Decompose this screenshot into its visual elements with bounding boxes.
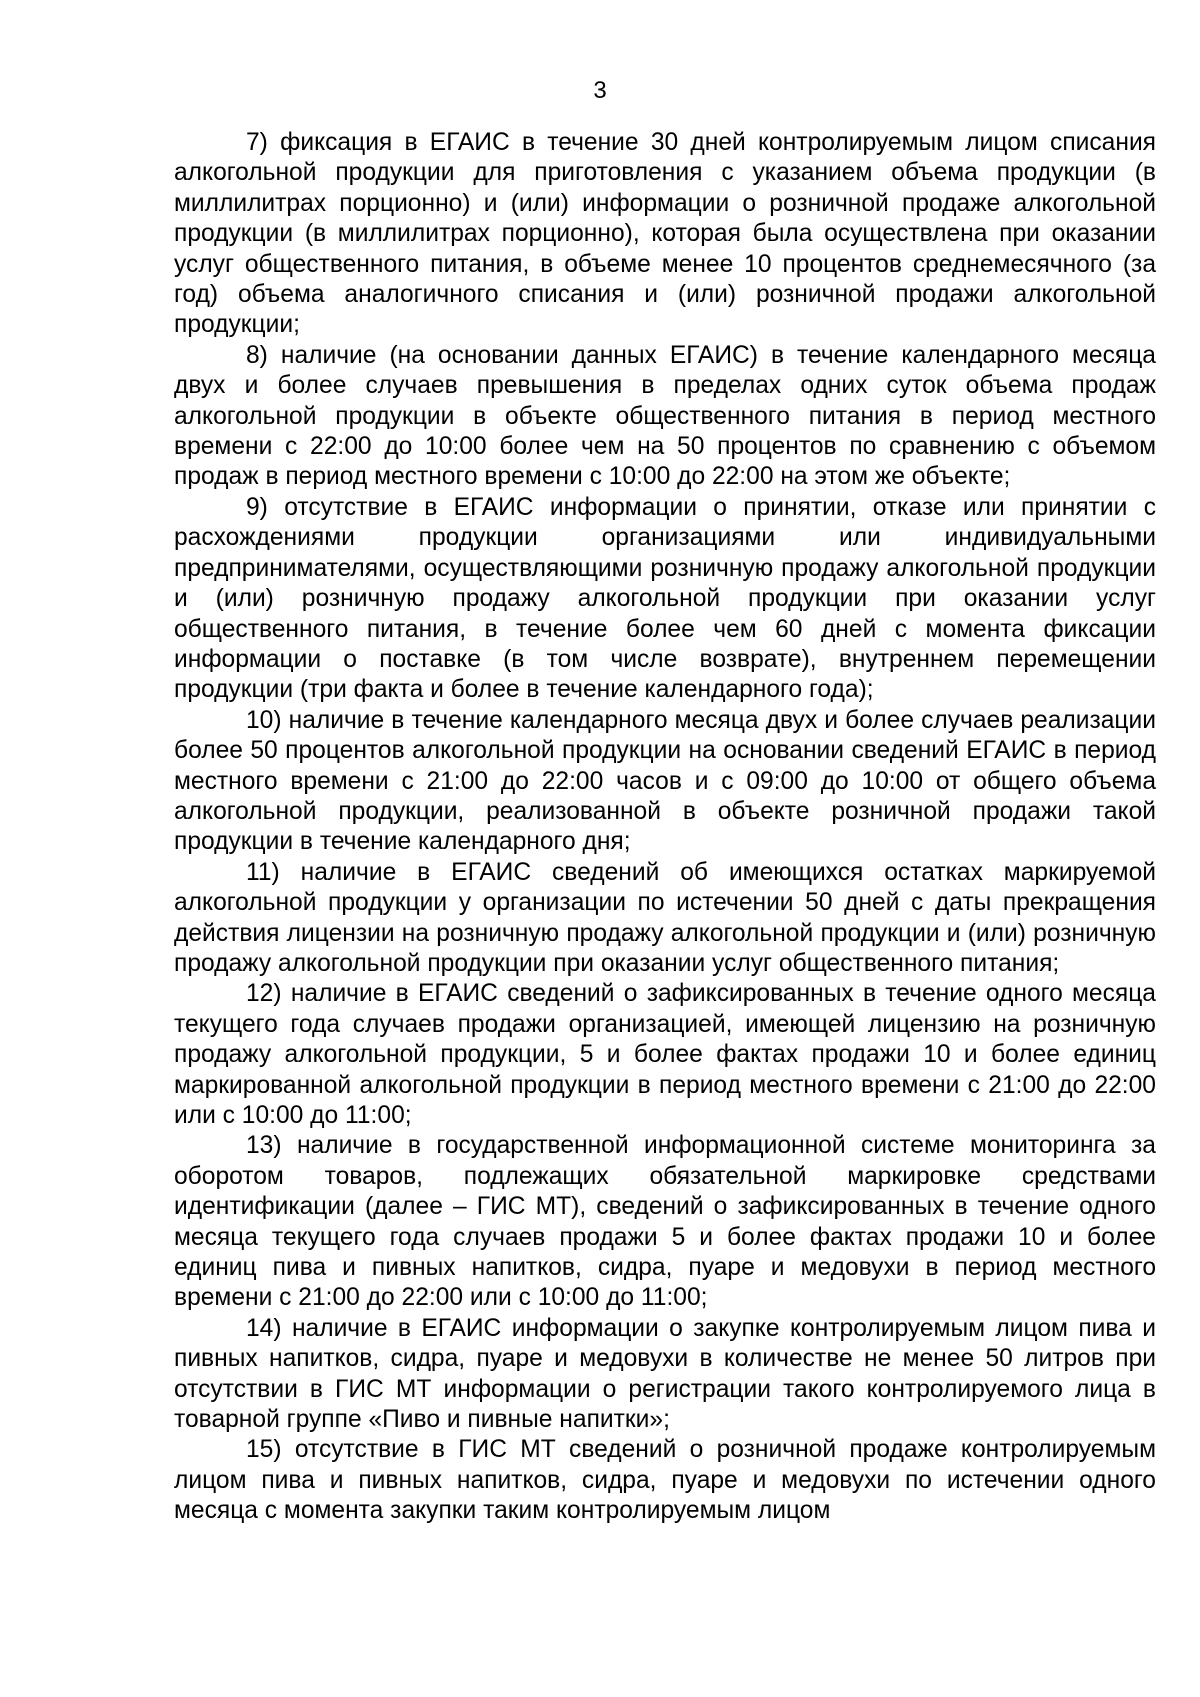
item-number: 12) [246,980,282,1008]
list-item-9 [174,493,1156,706]
item-text: наличие (на основании данных ЕГАИС) в течение календарного месяца двух и более случаев превышения в пределах одних суток объема продаж алкогольной продукции в объекте общественного питания в период местного времени с 22:00 до 10:00 более чем на 50 процентов по сравнению с объемом продаж в период местного времени с 10:00 до 22:00 на этом же объекте; [174,341,1156,491]
item-text: наличие в ЕГАИС сведений о зафиксированных в течение одного месяца текущего года случаев продажи организацией, имеющей лицензию на розничную продажу алкогольной продукции, 5 и более фактах продажи 10 и более единиц маркированной алкогольной продукции в период местного времени с 21:00 до 22:00 или с 10:00 до 11:00; [174,980,1156,1129]
list-item-7 [174,128,1156,341]
list-item-15 [174,1435,1156,1526]
item-number: 13) [246,1132,282,1160]
list-item-13 [174,1131,1156,1313]
item-text: фиксация в ЕГАИС в течение 30 дней контролируемым лицом списания алкогольной продукции для приготовления с указанием объема продукции (в миллилитрах порционно) и (или) информации о розничной продаже алкогольной продукции (в миллилитрах порционно), которая была осуществлена при оказании услуг общественного питания, в объеме менее 10 процентов среднемесячного (за год) объема аналогичного списания и (или) розничной продажи алкогольной продукции; [174,129,1156,339]
list-item-14 [174,1314,1156,1436]
item-text: наличие в ЕГАИС информации о закупке контролируемым лицом пива и пивных напитков, сидра, пуаре и медовухи в количестве не менее 50 литров при отсутствии в ГИС МТ информации о регистрации такого контролируемого лица в товарной группе «Пиво и пивные напитки»; [174,1314,1156,1434]
list-item-8 [174,341,1156,493]
item-number: 15) [246,1436,282,1464]
list-item-11 [174,858,1156,980]
item-text: отсутствие в ЕГАИС информации о принятии, отказе или принятии с расхождениями продукции организациями или индивидуальными предпринимателями, осуществляющими розничную продажу алкогольной продукции и (или) розничную продажу алкогольной продукции при оказании услуг общественного питания, в течение более чем 60 дней с момента фиксации информации о поставке (в том числе возврате), внутреннем перемещении продукции (три факта и более в течение календарного года); [174,493,1156,704]
item-text: отсутствие в ГИС МТ сведений о розничной продаже контролируемым лицом пива и пивных напитков, сидра, пуаре и медовухи по истечении одного месяца с момента закупки таким контролируемым лицом [174,1436,1156,1525]
item-number: 8) [246,341,268,369]
list-item-10 [174,706,1156,858]
document-body [174,128,1156,1527]
item-number: 9) [246,493,268,521]
item-text: наличие в ЕГАИС сведений об имеющихся остатках маркируемой алкогольной продукции у организации по истечении 50 дней с даты прекращения действия лицензии на розничную продажу алкогольной продукции и (или) розничную продажу алкогольной продукции при оказании услуг общественного питания; [174,858,1156,977]
page-number: 3 [593,77,607,104]
item-text: наличие в течение календарного месяца двух и более случаев реализации более 50 процентов алкогольной продукции на основании сведений ЕГАИС в период местного времени с 21:00 до 22:00 часов и с 09:00 до 10:00 от общего объема алкогольной продукции, реализованной в объекте розничной продажи такой продукции в течение календарного дня; [174,706,1156,856]
item-number: 10) [246,706,282,734]
list-item-12 [174,979,1156,1131]
item-number: 14) [246,1314,282,1342]
item-number: 7) [246,129,268,156]
item-number: 11) [246,858,280,886]
item-text: наличие в государственной информационной системе мониторинга за оборотом товаров, подлежащих обязательной маркировке средствами идентификации (далее – ГИС МТ), сведений о зафиксированных в течение одного месяца текущего года случаев продажи 5 и более фактах продажи 10 и более единиц пива и пивных напитков, сидра, пуаре и медовухи в период местного времени с 21:00 до 22:00 или с 10:00 до 11:00; [174,1132,1156,1312]
